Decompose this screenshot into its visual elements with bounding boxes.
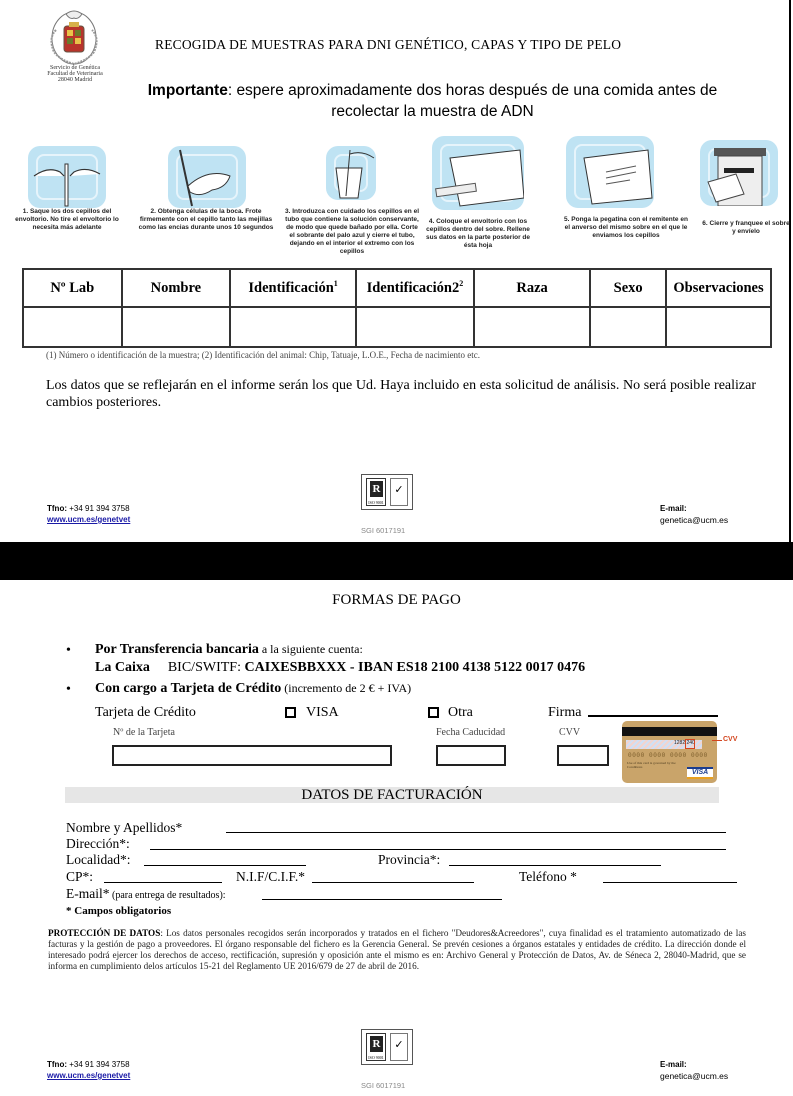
name-label: Nombre y Apellidos* (66, 820, 183, 835)
header-sexo: Sexo (590, 269, 666, 307)
important-text: : espere aproximadamente dos horas después de una comida antes de recolectar la muestra de ADN (227, 82, 718, 120)
signature-line[interactable] (588, 715, 718, 717)
table-header-row (23, 269, 771, 307)
enac-checkmark-icon: ✓ (390, 478, 408, 506)
cell-raza[interactable] (474, 307, 590, 347)
postal-code-input[interactable] (104, 882, 222, 883)
cvv-callout: CVV (723, 736, 738, 743)
step-caption: 1. Saque los dos cepillos del envoltorio. No tire el envoltorio lo necesita más adelante (15, 208, 119, 231)
cell-nlab[interactable] (23, 307, 122, 347)
step-caption: 5. Ponga la pegatina con el remitente en el anverso del mismo sobre en el que le enviamos los cepillos (564, 216, 688, 239)
iban: CAIXESBBXXX - IBAN ES18 2100 4138 5122 0017 0476 (244, 660, 586, 675)
header-identificacion1: Identificación$^1$ (230, 269, 356, 307)
sgi-code: SGI 6017191 (361, 1081, 406, 1090)
website-link[interactable]: www.ucm.es/genetvet (47, 1071, 131, 1080)
caption-line: Facultad de Veterinaria (47, 71, 103, 77)
step-caption: 6. Cierre y franquee el sobre y envíelo (702, 220, 790, 235)
cell-sexo[interactable] (590, 307, 666, 347)
caption-line: 28040 Madrid (57, 77, 93, 83)
email-label: E-mail: (660, 1060, 687, 1069)
card-label: Tarjeta de Crédito (95, 705, 196, 720)
caption-line: Servicio de Genética (50, 65, 100, 71)
card-number-label: Nº de la Tarjeta (113, 727, 175, 738)
enac-checkmark-icon: ✓ (390, 1033, 408, 1061)
card-option: Con cargo a Tarjeta de Crédito (incremento de 2 € + IVA) (95, 681, 412, 696)
visa-label: VISA (306, 705, 339, 720)
table-row (23, 307, 771, 347)
data-notice: Los datos que se reflejarán en el informe serán los que Ud. Haya incluido en esta solicitud de análisis. No será posible realizar cambios posteriores. (46, 378, 756, 410)
address-label: Dirección*: (66, 836, 130, 851)
postal-code-label: CP*: (66, 869, 94, 884)
bank-name: La Caixa (95, 660, 150, 675)
card-number-input[interactable] (112, 745, 392, 766)
cvv-label: CVV (559, 727, 581, 738)
important-notice (120, 80, 745, 122)
table-footnote: (1) Número o identificación de la muestra; (2) Identificación del animal: Chip, Tatuaje, L.O.E., Fecha de nacimiento etc. (46, 350, 481, 360)
nif-input[interactable] (312, 882, 474, 883)
page-title: RECOGIDA DE MUESTRAS PARA DNI GENÉTICO, CAPAS Y TIPO DE PELO (155, 37, 622, 52)
name-input[interactable] (226, 832, 726, 833)
email-label: E-mail: (660, 504, 687, 513)
ucm-coat-of-arms-icon (40, 8, 108, 68)
locality-input[interactable] (144, 865, 306, 866)
phone: Tfno: +34 91 394 3758 (47, 504, 130, 513)
header-raza: Raza (474, 269, 590, 307)
bank-details: La Caixa BIC/SWITF: CAIXESBBXXX - IBAN ES18 2100 4138 5122 0017 0476 (95, 660, 586, 675)
step-caption: 3. Introduzca con cuidado los cepillos en el tubo que contiene la solución conservante, de modo que quede bañado por ella. Corte el sobrante del palo azul y cierre el tubo, dejando en el interior el extremo con los cepillos (285, 208, 419, 255)
iso-certification-icon: R ISO 9001 ✓ (361, 1029, 413, 1065)
header-observaciones: Observaciones (666, 269, 771, 307)
bullet-icon: • (66, 643, 71, 658)
page-separator (0, 542, 793, 580)
email-field-label: E-mail* (para entrega de resultados): (66, 886, 226, 901)
logo-caption (30, 65, 120, 83)
hands-unwrapping-brushes-icon (28, 146, 106, 208)
cell-nombre[interactable] (122, 307, 231, 347)
sample-table (22, 268, 772, 348)
credit-card-back-icon: 1282 240 0000 0000 0000 0000 Use of this card is governed by the Conditions VISA (619, 719, 719, 787)
visa-checkbox[interactable] (285, 707, 296, 718)
phone-input[interactable] (603, 882, 737, 883)
signature-label: Firma (548, 705, 582, 720)
tube-solution-icon (326, 146, 376, 200)
cell-identificacion1[interactable] (230, 307, 356, 347)
payment-title: FORMAS DE PAGO (332, 592, 461, 608)
other-card-checkbox[interactable] (428, 707, 439, 718)
sticker-envelope-icon (566, 136, 654, 208)
email-link[interactable]: genetica@ucm.es (660, 1071, 729, 1081)
important-label: Importante (147, 82, 228, 99)
province-label: Provincia*: (378, 852, 441, 867)
header-nlab: Nº Lab (23, 269, 122, 307)
step-caption: 2. Obtenga células de la boca. Frote firmemente con el cepillo tanto las mejillas como las encias durante unos 10 segundos (138, 208, 274, 231)
step-caption: 4. Coloque el envoltorio con los cepillos dentro del sobre. Rellene sus datos en la parte posterior de ésta hoja (425, 218, 531, 249)
cvv-input[interactable] (557, 745, 609, 766)
expiry-label: Fecha Caducidad (436, 727, 506, 738)
brush-cheek-icon (168, 146, 246, 208)
transfer-option: Por Transferencia bancaria a la siguiente cuenta: (95, 642, 363, 657)
envelope-insert-icon (432, 136, 524, 210)
page-border (789, 0, 791, 542)
nif-label: N.I.F/C.I.F.* (236, 869, 306, 884)
iso-certification-icon: R ISO 9001 ✓ (361, 474, 413, 510)
other-label: Otra (448, 705, 473, 720)
expiry-input[interactable] (436, 745, 506, 766)
mailbox-icon (700, 140, 778, 206)
privacy-notice: PROTECCIÓN DE DATOS: Los datos personales recogidos serán incorporados y tratados en el fichero "Deudores&Acreedores", cuya finalidad es el tratamiento automatizado de las facturas y la gestión de pago a proveedores. El órgano responsable del fichero es la Gerencia General. Se prevén cesiones a órganos estatales y entidades de crédito. La dirección donde el interesado podrá ejercer los derechos de acceso, rectificación, supresión y oposición ante el mismo es en: Archivo General y Protección de Datos, Av. de Séneca 2, 28040-Madrid, que se informa en cumplimiento delos artículos 15-21 del Reglamento UE 2016/679 de 27 de abril de 2016. (48, 928, 746, 971)
sgi-code: SGI 6017191 (361, 526, 406, 535)
cell-observaciones[interactable] (666, 307, 771, 347)
locality-label: Localidad*: (66, 852, 131, 867)
email-link[interactable]: genetica@ucm.es (660, 515, 729, 525)
required-note: * Campos obligatorios (66, 905, 172, 917)
email-input[interactable] (262, 899, 502, 900)
header-nombre: Nombre (122, 269, 231, 307)
header-identificacion2: $Identificación2^2$ (356, 269, 474, 307)
province-input[interactable] (449, 865, 661, 866)
address-input[interactable] (150, 849, 726, 850)
bullet-icon: • (66, 682, 71, 697)
phone-label: Teléfono * (519, 869, 577, 884)
website-link[interactable]: www.ucm.es/genetvet (47, 515, 131, 524)
phone: Tfno: +34 91 394 3758 (47, 1060, 130, 1069)
billing-title: DATOS DE FACTURACIÓN (65, 787, 719, 803)
visa-logo-icon: VISA (687, 767, 713, 779)
cell-identificacion2[interactable] (356, 307, 474, 347)
cvv-callout-line (712, 740, 722, 741)
